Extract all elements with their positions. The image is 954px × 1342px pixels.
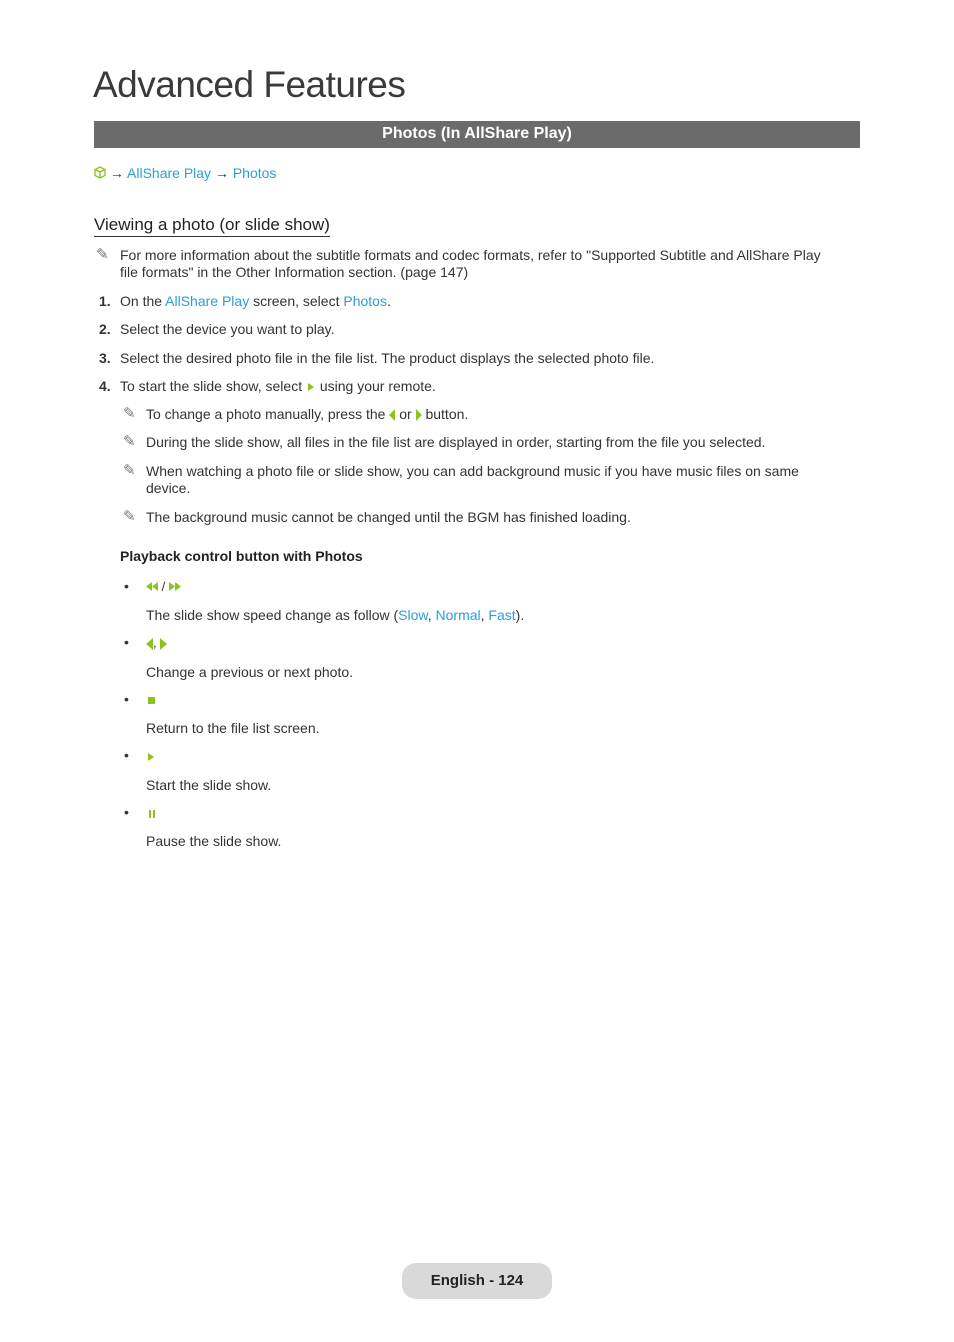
step-note-3 (123, 463, 863, 497)
pencil-icon: ✎ (96, 246, 109, 263)
right-arrow-icon (160, 638, 167, 650)
subsection-title: Viewing a photo (or slide show) (94, 215, 330, 237)
note-text: For more information about the subtitle formats and codec formats, refer to "Supported Subtitle and AllShare Play (120, 247, 821, 263)
breadcrumb-arrow: → (109, 165, 124, 181)
left-arrow-icon (146, 638, 153, 650)
step-4 (99, 378, 859, 395)
stop-icon (148, 697, 155, 704)
pencil-icon: ✎ (123, 508, 136, 525)
breadcrumb-photos[interactable]: Photos (232, 165, 277, 181)
control-desc-stop: Return to the file list screen. (146, 720, 320, 736)
breadcrumb (94, 164, 276, 182)
breadcrumb-allshare-play[interactable]: AllShare Play (127, 165, 212, 181)
control-icons-stop (146, 692, 155, 708)
step-number: 4. (99, 378, 111, 394)
play-icon (308, 383, 314, 391)
step-number: 2. (99, 321, 111, 337)
control-desc-pause: Pause the slide show. (146, 833, 282, 849)
step-text: screen, select (249, 293, 344, 309)
note-text: The background music cannot be changed until the BGM has finished loading. (146, 509, 631, 525)
control-icons-prev-next (146, 635, 167, 651)
step-note-1 (123, 406, 863, 423)
step-number: 3. (99, 350, 111, 366)
rewind-icon (146, 582, 158, 591)
control-icons-pause (146, 805, 156, 821)
separator: , (153, 635, 161, 650)
chapter-title: Advanced Features (93, 64, 406, 105)
step-1 (99, 293, 859, 310)
section-title-bar: Photos (In AllShare Play) (94, 121, 860, 148)
speed-normal: Normal (435, 607, 481, 623)
step-3 (99, 350, 859, 367)
pause-icon (148, 810, 156, 818)
control-desc-prev-next: Change a previous or next photo. (146, 664, 354, 680)
photos-link[interactable]: Photos (343, 293, 387, 309)
play-icon (148, 753, 154, 761)
pencil-icon: ✎ (123, 462, 136, 479)
bullet: • (124, 691, 129, 707)
desc-text: , (427, 607, 436, 623)
control-icons-speed (146, 579, 181, 595)
bullet: • (124, 578, 129, 594)
speed-fast: Fast (488, 607, 516, 623)
step-text: On the (120, 293, 166, 309)
control-desc-play: Start the slide show. (146, 777, 272, 793)
fast-forward-icon (169, 582, 181, 591)
pencil-icon: ✎ (123, 405, 136, 422)
separator: / (158, 579, 169, 594)
desc-text: ). (515, 607, 525, 623)
desc-text: , (480, 607, 489, 623)
bullet: • (124, 634, 129, 650)
controls-heading: Playback control button with Photos (120, 548, 363, 564)
step-text: To start the slide show, select (120, 378, 306, 394)
note-text: When watching a photo file or slide show, you can add background music if you have music files on same (146, 463, 799, 479)
note-text: To change a photo manually, press the (146, 406, 390, 422)
speed-slow: Slow (398, 607, 428, 623)
control-icons-play (146, 748, 154, 764)
step-2 (99, 321, 859, 338)
note-text: or (395, 406, 416, 422)
note-text: button. (421, 406, 469, 422)
step-note-4 (123, 509, 863, 526)
page-number-badge: English - 124 (402, 1263, 552, 1299)
step-note-2 (123, 434, 863, 451)
desc-text: The slide show speed change as follow ( (146, 607, 399, 623)
cube-menu-icon (94, 166, 106, 179)
step-text: Select the desired photo file in the file list. The product displays the selected photo file. (120, 350, 655, 366)
note-text: device. (146, 480, 191, 496)
step-text: . (386, 293, 391, 309)
note-text: During the slide show, all files in the file list are displayed in order, starting from the file you selected. (146, 434, 766, 450)
allshare-play-link[interactable]: AllShare Play (165, 293, 250, 309)
control-desc-speed (146, 607, 524, 623)
breadcrumb-arrow: → (214, 165, 229, 181)
bullet: • (124, 804, 129, 820)
step-number: 1. (99, 293, 111, 309)
step-text: using your remote. (315, 378, 436, 394)
step-text: Select the device you want to play. (120, 321, 335, 337)
intro-note (96, 247, 866, 281)
bullet: • (124, 747, 129, 763)
pencil-icon: ✎ (123, 433, 136, 450)
note-text: file formats" in the Other Information section. (page 147) (120, 264, 469, 280)
